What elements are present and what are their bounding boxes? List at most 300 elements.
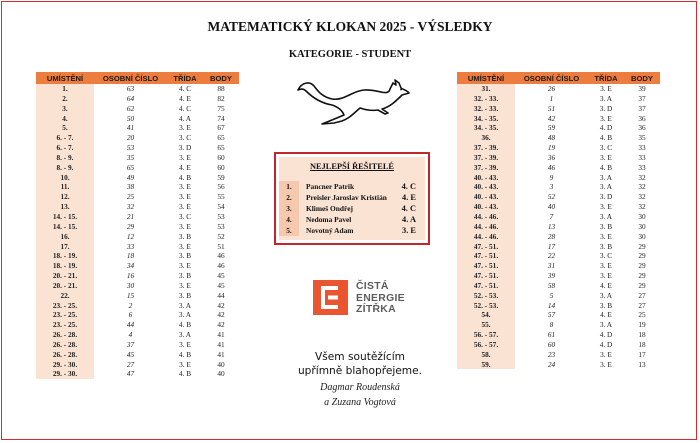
id-cell: 25: [126, 192, 135, 202]
place-cell: 4.: [36, 114, 94, 124]
id-cell: 20: [126, 133, 135, 143]
points-cell: 74: [217, 113, 225, 123]
class-cell: 3. E: [179, 123, 191, 133]
id-cell: 48: [547, 133, 556, 143]
points-cell: 75: [217, 103, 225, 113]
id-cell: 8: [549, 320, 554, 330]
place-cell: 2.: [36, 94, 94, 104]
table-row: [36, 242, 239, 252]
place-cell: 16.: [36, 232, 94, 242]
class-cell: 3. B: [178, 290, 192, 300]
id-cell: 24: [547, 359, 556, 369]
logo-text: [356, 281, 405, 316]
results-table-right: [457, 72, 660, 369]
id-cell: 65: [126, 162, 135, 172]
class-cell: 4. E: [600, 310, 612, 320]
place-cell: 47. - 51.: [457, 271, 515, 281]
id-cell: 23: [547, 349, 556, 359]
table-row: [36, 330, 239, 340]
table-row: [36, 123, 239, 133]
table-row: [457, 94, 660, 104]
class-cell: 3. E: [600, 84, 612, 93]
column-header-id: OSOBNÍ ČÍSLO: [515, 72, 588, 84]
id-cell: 46: [547, 162, 556, 172]
points-cell: 25: [638, 310, 646, 320]
signature-line: Dagmar Roudenská: [320, 382, 400, 393]
place-cell: 56. - 57.: [457, 330, 515, 340]
place-cell: 34. - 35.: [457, 114, 515, 124]
table-row: [457, 163, 660, 173]
points-cell: 29: [638, 280, 646, 290]
place-cell: 37. - 39.: [457, 143, 515, 153]
table-row: [457, 114, 660, 124]
best-solver-place: 1.: [279, 181, 299, 192]
points-cell: 65: [217, 133, 225, 143]
class-cell: 3. E: [179, 221, 191, 231]
points-cell: 54: [217, 202, 225, 212]
points-cell: 67: [217, 123, 225, 133]
table-row: [457, 182, 660, 192]
points-cell: 32: [638, 182, 646, 192]
table-row: [36, 369, 239, 379]
class-cell: 3. C: [178, 133, 192, 143]
id-cell: 64: [126, 93, 135, 103]
points-cell: 44: [217, 290, 225, 300]
best-solver-row: [279, 192, 425, 203]
place-cell: 40. - 43.: [457, 182, 515, 192]
place-cell: 23. - 25.: [36, 301, 94, 311]
id-cell: 61: [547, 330, 556, 340]
place-cell: 6. - 7.: [36, 143, 94, 153]
place-cell: 29. - 30.: [36, 360, 94, 370]
class-cell: 3. E: [600, 113, 612, 123]
class-cell: 4. E: [179, 93, 191, 103]
best-solver-class: 4. C: [401, 182, 416, 191]
table-row: [36, 271, 239, 281]
id-cell: 2: [128, 300, 133, 310]
id-cell: 9: [549, 172, 554, 182]
table-row: [457, 340, 660, 350]
page-subtitle: KATEGORIE - STUDENT: [288, 49, 412, 60]
class-cell: 4. B: [599, 133, 613, 143]
id-cell: 62: [126, 103, 135, 113]
class-cell: 3. B: [178, 271, 192, 281]
place-cell: 44. - 46.: [457, 212, 515, 222]
place-cell: 14. - 15.: [36, 222, 94, 232]
points-cell: 53: [217, 211, 225, 221]
id-cell: 58: [547, 280, 556, 290]
place-cell: 36.: [457, 133, 515, 143]
table-row: [36, 350, 239, 360]
id-cell: 30: [126, 280, 135, 290]
id-cell: 5: [549, 290, 554, 300]
place-cell: 52. - 53.: [457, 291, 515, 301]
place-cell: 56. - 57.: [457, 340, 515, 350]
best-solver-row: [279, 225, 425, 236]
class-cell: 4. A: [178, 113, 192, 123]
id-cell: 51: [547, 103, 556, 113]
table-row: [36, 114, 239, 124]
column-header-class: TŘÍDA: [167, 72, 203, 84]
points-cell: 29: [638, 251, 646, 261]
best-solver-place: 2.: [279, 192, 299, 203]
points-cell: 53: [217, 221, 225, 231]
points-cell: 42: [217, 320, 225, 330]
id-cell: 26: [547, 84, 556, 93]
best-solver-class: 3. E: [402, 226, 416, 235]
id-cell: 21: [126, 211, 135, 221]
points-cell: 32: [638, 202, 646, 212]
table-row: [457, 271, 660, 281]
id-cell: 45: [126, 349, 135, 359]
place-cell: 52. - 53.: [457, 301, 515, 311]
id-cell: 57: [547, 310, 556, 320]
best-solver-name: Novotný Adam: [306, 226, 354, 235]
table-row: [457, 84, 660, 94]
column-header-class: TŘÍDA: [588, 72, 624, 84]
id-cell: 27: [126, 359, 135, 369]
table-row: [36, 153, 239, 163]
place-cell: 58.: [457, 350, 515, 360]
id-cell: 18: [126, 251, 135, 261]
place-cell: 20. - 21.: [36, 271, 94, 281]
results-table-left: [36, 72, 239, 379]
best-solver-class: 4. E: [402, 193, 416, 202]
class-cell: 3. A: [599, 290, 613, 300]
class-cell: 3. B: [599, 221, 613, 231]
id-cell: 49: [126, 172, 135, 182]
place-cell: 55.: [457, 320, 515, 330]
class-cell: 4. D: [599, 339, 613, 349]
table-header-row: [36, 72, 239, 84]
table-row: [36, 163, 239, 173]
points-cell: 35: [638, 133, 646, 143]
best-solver-name: Klimeš Ondřej: [306, 204, 354, 213]
points-cell: 45: [217, 280, 225, 290]
table-row: [457, 153, 660, 163]
table-header-row: [457, 72, 660, 84]
class-cell: 3. D: [599, 192, 613, 202]
id-cell: 34: [126, 261, 135, 271]
place-cell: 34. - 35.: [457, 123, 515, 133]
id-cell: 63: [126, 84, 135, 93]
class-cell: 3. C: [178, 211, 192, 221]
table-row: [457, 173, 660, 183]
table-row: [36, 340, 239, 350]
class-cell: 3. E: [600, 152, 612, 162]
table-row: [36, 173, 239, 183]
id-cell: 52: [547, 192, 556, 202]
table-row: [36, 182, 239, 192]
signature: [280, 380, 440, 410]
table-row: [457, 291, 660, 301]
place-cell: 40. - 43.: [457, 202, 515, 212]
best-solver-name: Nedoma Pavel: [306, 215, 352, 224]
place-cell: 40. - 43.: [457, 192, 515, 202]
table-row: [36, 310, 239, 320]
class-cell: 4. C: [178, 84, 192, 93]
points-cell: 40: [217, 369, 225, 379]
table-row: [36, 212, 239, 222]
id-cell: 35: [126, 152, 135, 162]
best-solver-place: 4.: [279, 214, 299, 225]
logo-line: ENERGIE: [356, 292, 405, 304]
points-cell: 32: [638, 192, 646, 202]
table-row: [36, 301, 239, 311]
class-cell: 3. B: [178, 231, 192, 241]
id-cell: 29: [126, 221, 135, 231]
table-row: [457, 133, 660, 143]
points-cell: 52: [217, 231, 225, 241]
points-cell: 60: [217, 162, 225, 172]
table-row: [36, 360, 239, 370]
table-row: [457, 192, 660, 202]
points-cell: 56: [217, 182, 225, 192]
points-cell: 46: [217, 261, 225, 271]
class-cell: 3. B: [599, 241, 613, 251]
class-cell: 3. E: [179, 202, 191, 212]
points-cell: 33: [638, 162, 646, 172]
place-cell: 59.: [457, 360, 515, 370]
class-cell: 3. E: [179, 152, 191, 162]
id-cell: 6: [128, 310, 133, 320]
class-cell: 4. B: [178, 172, 192, 182]
points-cell: 18: [638, 330, 646, 340]
points-cell: 41: [217, 349, 225, 359]
class-cell: 3. E: [179, 241, 191, 251]
points-cell: 27: [638, 300, 646, 310]
place-cell: 6. - 7.: [36, 133, 94, 143]
points-cell: 37: [638, 93, 646, 103]
class-cell: 3. E: [600, 231, 612, 241]
points-cell: 29: [638, 271, 646, 281]
table-row: [457, 202, 660, 212]
class-cell: 3. D: [599, 103, 613, 113]
id-cell: 16: [126, 271, 135, 281]
class-cell: 3. A: [599, 182, 613, 192]
best-solver-class: 4. C: [401, 204, 416, 213]
id-cell: 1: [549, 93, 554, 103]
table-row: [457, 281, 660, 291]
class-cell: 3. B: [178, 251, 192, 261]
class-cell: 4. B: [178, 320, 192, 330]
table-row: [457, 104, 660, 114]
place-cell: 22.: [36, 291, 94, 301]
class-cell: 3. A: [178, 310, 192, 320]
logo-line: ZÍTŘKA: [356, 304, 396, 315]
congratulations-text: [280, 350, 440, 378]
table-row: [457, 242, 660, 252]
class-cell: 3. E: [600, 349, 612, 359]
points-cell: 33: [638, 143, 646, 153]
logo-line: ČISTÁ: [356, 281, 389, 292]
id-cell: 42: [547, 113, 556, 123]
class-cell: 4. B: [178, 369, 192, 379]
points-cell: 42: [217, 310, 225, 320]
table-row: [36, 133, 239, 143]
best-solver-name: Preisler Jaroslav Kristián: [306, 193, 387, 202]
table-row: [457, 222, 660, 232]
place-cell: 44. - 46.: [457, 222, 515, 232]
place-cell: 37. - 39.: [457, 153, 515, 163]
best-solver-class: 4. A: [402, 215, 416, 224]
place-cell: 40. - 43.: [457, 173, 515, 183]
points-cell: 13: [638, 359, 646, 369]
place-cell: 26. - 28.: [36, 340, 94, 350]
points-cell: 46: [217, 251, 225, 261]
table-row: [36, 232, 239, 242]
table-row: [36, 251, 239, 261]
class-cell: 4. E: [600, 280, 612, 290]
points-cell: 17: [638, 349, 646, 359]
place-cell: 11.: [36, 182, 94, 192]
class-cell: 3. E: [600, 261, 612, 271]
place-cell: 1.: [36, 84, 94, 94]
table-row: [36, 192, 239, 202]
points-cell: 29: [638, 261, 646, 271]
id-cell: 60: [547, 339, 556, 349]
points-cell: 51: [217, 241, 225, 251]
points-cell: 41: [217, 339, 225, 349]
id-cell: 53: [126, 143, 135, 153]
table-row: [36, 222, 239, 232]
class-cell: 4. E: [179, 162, 191, 172]
id-cell: 4: [128, 330, 133, 340]
congrats-line: upřímně blahopřejeme.: [297, 365, 423, 377]
id-cell: 50: [126, 113, 135, 123]
class-cell: 3. E: [179, 359, 191, 369]
place-cell: 12.: [36, 192, 94, 202]
points-cell: 30: [638, 221, 646, 231]
table-row: [36, 202, 239, 212]
points-cell: 55: [217, 192, 225, 202]
table-row: [457, 251, 660, 261]
id-cell: 36: [547, 152, 556, 162]
table-row: [36, 261, 239, 271]
best-solver-row: [279, 214, 425, 225]
class-cell: 3. C: [599, 143, 613, 153]
id-cell: 14: [547, 300, 556, 310]
id-cell: 33: [126, 241, 135, 251]
place-cell: 37. - 39.: [457, 163, 515, 173]
id-cell: 32: [126, 202, 135, 212]
id-cell: 31: [547, 261, 556, 271]
table-row: [36, 104, 239, 114]
class-cell: 3. E: [179, 192, 191, 202]
class-cell: 3. E: [179, 182, 191, 192]
id-cell: 13: [547, 221, 556, 231]
points-cell: 19: [638, 320, 646, 330]
table-row: [457, 261, 660, 271]
place-cell: 47. - 51.: [457, 242, 515, 252]
id-cell: 44: [126, 320, 135, 330]
place-cell: 54.: [457, 310, 515, 320]
best-solvers-box: [274, 152, 430, 245]
id-cell: 17: [547, 241, 556, 251]
id-cell: 40: [547, 202, 556, 212]
place-cell: 47. - 51.: [457, 281, 515, 291]
table-row: [457, 330, 660, 340]
best-solvers-title: NEJLEPŠÍ ŘEŠITELÉ: [309, 162, 395, 171]
sponsor-logo: [313, 280, 413, 320]
table-row: [457, 360, 660, 370]
points-cell: 45: [217, 271, 225, 281]
column-header-points: BODY: [203, 72, 239, 84]
id-cell: 22: [547, 251, 556, 261]
place-cell: 29. - 30.: [36, 369, 94, 379]
place-cell: 13.: [36, 202, 94, 212]
table-row: [457, 350, 660, 360]
points-cell: 82: [217, 93, 225, 103]
place-cell: 3.: [36, 104, 94, 114]
best-solver-place: 5.: [279, 225, 299, 236]
class-cell: 3. E: [600, 202, 612, 212]
id-cell: 38: [126, 182, 135, 192]
points-cell: 18: [638, 339, 646, 349]
points-cell: 30: [638, 211, 646, 221]
points-cell: 65: [217, 143, 225, 153]
points-cell: 42: [217, 300, 225, 310]
points-cell: 40: [217, 359, 225, 369]
table-row: [457, 212, 660, 222]
class-cell: 3. A: [599, 211, 613, 221]
place-cell: 31.: [457, 84, 515, 94]
best-solver-place: 3.: [279, 203, 299, 214]
class-cell: 3. E: [600, 271, 612, 281]
column-header-place: UMÍSTĚNÍ: [36, 72, 94, 84]
class-cell: 3. A: [178, 330, 192, 340]
id-cell: 39: [547, 271, 556, 281]
id-cell: 3: [549, 182, 554, 192]
table-row: [36, 320, 239, 330]
class-cell: 3. E: [179, 339, 191, 349]
class-cell: 4. B: [599, 162, 613, 172]
id-cell: 47: [126, 369, 135, 379]
place-cell: 47. - 51.: [457, 261, 515, 271]
class-cell: 4. D: [599, 330, 613, 340]
place-cell: 32. - 33.: [457, 94, 515, 104]
table-row: [457, 310, 660, 320]
id-cell: 15: [126, 290, 135, 300]
class-cell: 3. A: [599, 93, 613, 103]
place-cell: 26. - 28.: [36, 350, 94, 360]
place-cell: 14. - 15.: [36, 212, 94, 222]
signature-line: a Zuzana Vogtová: [324, 397, 396, 408]
cez-logo-icon: [313, 280, 348, 315]
place-cell: 47. - 51.: [457, 251, 515, 261]
table-row: [36, 281, 239, 291]
place-cell: 18. - 19.: [36, 261, 94, 271]
place-cell: 8. - 9.: [36, 163, 94, 173]
id-cell: 28: [547, 231, 556, 241]
class-cell: 4. D: [599, 123, 613, 133]
place-cell: 18. - 19.: [36, 251, 94, 261]
points-cell: 36: [638, 113, 646, 123]
table-row: [457, 123, 660, 133]
table-row: [36, 143, 239, 153]
place-cell: 23. - 25.: [36, 310, 94, 320]
place-cell: 10.: [36, 173, 94, 183]
class-cell: 3. B: [599, 300, 613, 310]
column-header-place: UMÍSTĚNÍ: [457, 72, 515, 84]
place-cell: 23. - 25.: [36, 320, 94, 330]
class-cell: 3. E: [179, 280, 191, 290]
id-cell: 19: [547, 143, 556, 153]
table-row: [36, 94, 239, 104]
class-cell: 3. E: [179, 261, 191, 271]
best-solver-row: [279, 203, 425, 214]
column-header-points: BODY: [624, 72, 660, 84]
